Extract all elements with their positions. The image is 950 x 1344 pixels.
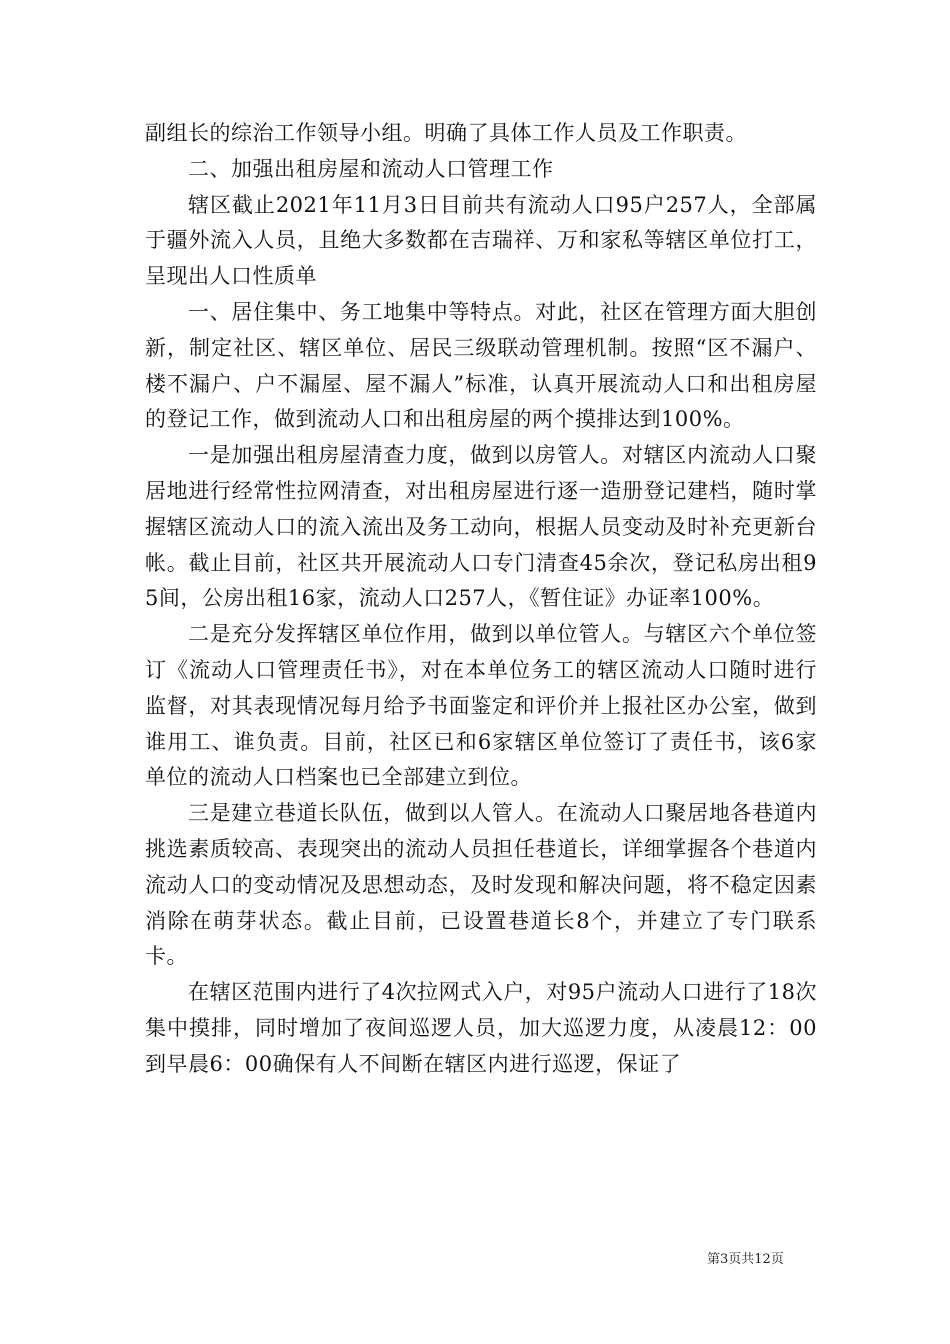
page-number-footer: 第3页共12页 bbox=[707, 1252, 784, 1267]
paragraph-4: 一、居住集中、务工地集中等特点。对此，社区在管理方面大胆创新，制定社区、辖区单位、居民三级联动管理机制。按照“区不漏户、楼不漏户、户不漏屋、屋不漏人”标准，认真开展流动人口和出租房屋的登记工作，做到流动人口和出租房屋的两个摸排达到100%。 bbox=[145, 299, 817, 432]
section-heading: 二、加强出租房屋和流动人口管理工作 bbox=[188, 156, 554, 181]
paragraph-8: 在辖区范围内进行了4次拉网式入户，对95户流动人口进行了18次集中摸排，同时增加了夜间巡逻人员，加大巡逻力度，从凌晨12：00到早晨6：00确保有人不间断在辖区内进行巡逻，保证了 bbox=[145, 980, 817, 1076]
paragraph-7: 三是建立巷道长队伍，做到以人管人。在流动人口聚居地各巷道内挑选素质较高、表现突出的流动人员担任巷道长，详细掌握各个巷道内流动人口的变动情况及思想动态，及时发现和解决问题，将不稳定因素消除在萌芽状态。截止目前，已设置巷道长8个，并建立了专门联系卡。 bbox=[145, 801, 817, 969]
paragraph-6: 二是充分发挥辖区单位作用，做到以单位管人。与辖区六个单位签订《流动人口管理责任书》，对在本单位务工的辖区流动人口随时进行监督，对其表现情况每月给予书面鉴定和评价并上报社区办公室，做到谁用工、谁负责。目前，社区已和6家辖区单位签订了责任书，该6家单位的流动人口档案也已全部建立到位。 bbox=[145, 622, 817, 790]
paragraph-3: 辖区截止2021年11月3日目前共有流动人口95户257人，全部属于疆外流入人员，且绝大多数都在吉瑞祥、万和家私等辖区单位打工，呈现出人口性质单 bbox=[145, 192, 817, 289]
paragraph-1: 副组长的综治工作领导小组。明确了具体工作人员及工作职责。 bbox=[145, 121, 747, 145]
document-body bbox=[145, 116, 817, 1083]
paragraph-5: 一是加强出租房屋清查力度，做到以房管人。对辖区内流动人口聚居地进行经常性拉网清查，对出租房屋进行逐一造册登记建档，随时掌握辖区流动人口的流入流出及务工动向，根据人员变动及时补充更新台帐。截止目前，社区共开展流动人口专门清查45余次，登记私房出租95间，公房出租16家，流动人口257人，《暂住证》办证率100%。 bbox=[145, 443, 817, 611]
